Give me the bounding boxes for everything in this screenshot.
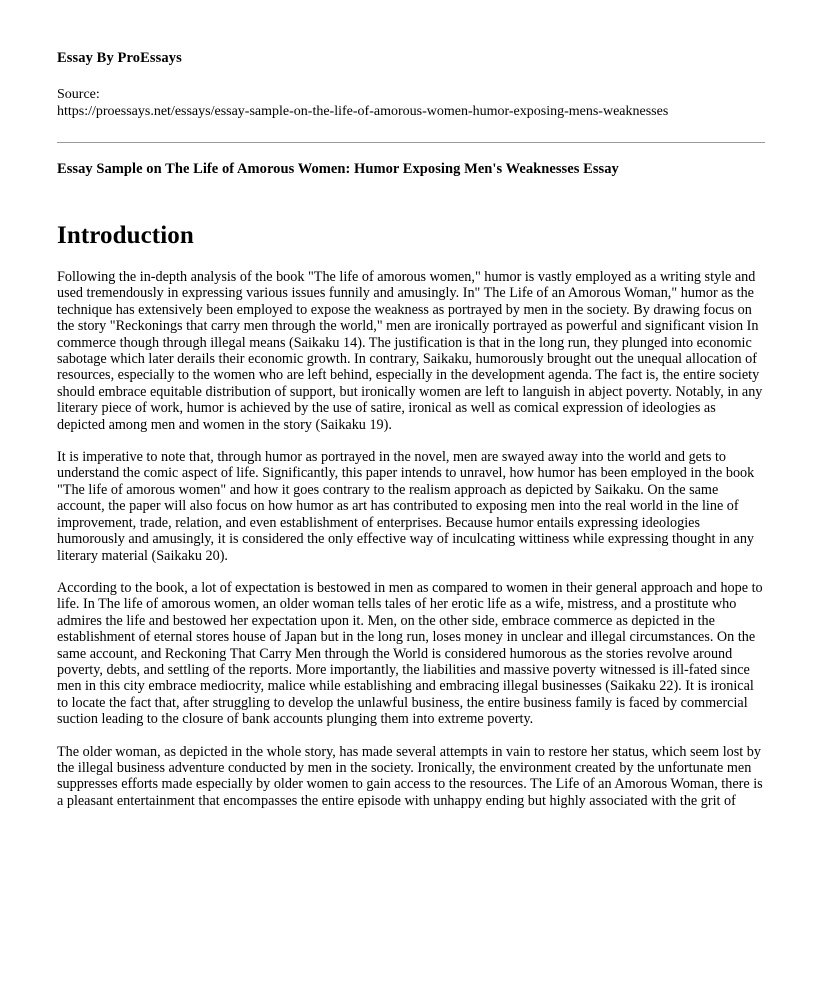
section-heading-introduction: Introduction — [57, 222, 194, 249]
source-label: Source: — [57, 87, 100, 102]
site-name: Essay By ProEssays — [57, 50, 182, 66]
body-paragraph: It is imperative to note that, through humor as portrayed in the novel, men are swayed away into the world and gets to understand the comic aspect of life. Significantly, this paper intends to unravel, how humor has been employed in the book "The life of amorous women" and how it goes contrary to the realism approach as depicted by Saikaku. On the same account, the paper will also focus on how humor as art has contributed to exposing men into the real world in the line of improvement, trade, relation, and even establishment of enterprises. Because humor entails expressing ideologies humorously and amusingly, it is considered the only effective way of inculcating wittiness while expressing thought in any literary material (Saikaku 20). — [57, 449, 755, 564]
source-url[interactable]: https://proessays.net/essays/essay-sample-on-the-life-of-amorous-women-humor-exposing-mens-weaknesses — [57, 103, 669, 119]
document-title: Essay Sample on The Life of Amorous Women: Humor Exposing Men's Weaknesses Essay — [57, 161, 619, 177]
header-divider — [57, 142, 765, 143]
body-paragraph: According to the book, a lot of expectation is bestowed in men as compared to women in their general approach and hope to life. In The life of amorous women, an older woman tells tales of her erotic life as a wife, mistress, and a prostitute who admires the life and bestowed her expectation upon it. Men, on the other side, embrace commerce as depicted in the establishment of eternal stores house of Japan but in the long run, loses money in unclear and illegal circumstances. On the same account, and Reckoning That Carry Men through the World is considered humorous as the stories revolve around poverty, debts, and settling of the reports. More importantly, the liabilities and massive poverty witnessed is ill-fated since men in this city embrace mediocrity, malice while establishing and embracing illegal businesses (Saikaku 22). It is ironical to locate the fact that, after struggling to develop the unlawful business, the entire business family is faced by commercial suction leading to the closure of bank accounts plunging them into extreme poverty. — [57, 579, 763, 728]
body-paragraph: The older woman, as depicted in the whole story, has made several attempts in vain to restore her status, which seem lost by the illegal business adventure conducted by men in the society. Ironically, the environment created by the unfortunate men suppresses efforts made especially by older women to gain access to the resources. The Life of an Amorous Woman, there is a pleasant entertainment that encompasses the entire episode with unhappy ending but highly associated with the grit of — [57, 743, 763, 809]
source-block — [57, 87, 765, 120]
body-paragraph: Following the in-depth analysis of the book "The life of amorous women," humor is vastly employed as a writing style and used tremendously in expressing various issues funnily and amusingly. In" The Life of an Amorous Woman," humor as the technique has extensively been employed to expose the weakness as portrayed by men in the society. By drawing focus on the story "Reckonings that carry men through the world," men are ironically portrayed as powerful and significant vision In commerce though through illegal means (Saikaku 14). The justification is that in the long run, they plunged into economic sabotage which later derails their economic growth. In contrary, Saikaku, humorously brought out the unequal allocation of resources, especially to the women who are left behind, especially in the development agenda. The fact is, the entire society should embrace equitable distribution of support, but ironically women are left to languish in abject poverty. Notably, in any literary piece of work, humor is achieved by the use of satire, ironical as well as comical expression of ideologies as depicted among men and women in the story (Saikaku 19). — [57, 269, 763, 433]
